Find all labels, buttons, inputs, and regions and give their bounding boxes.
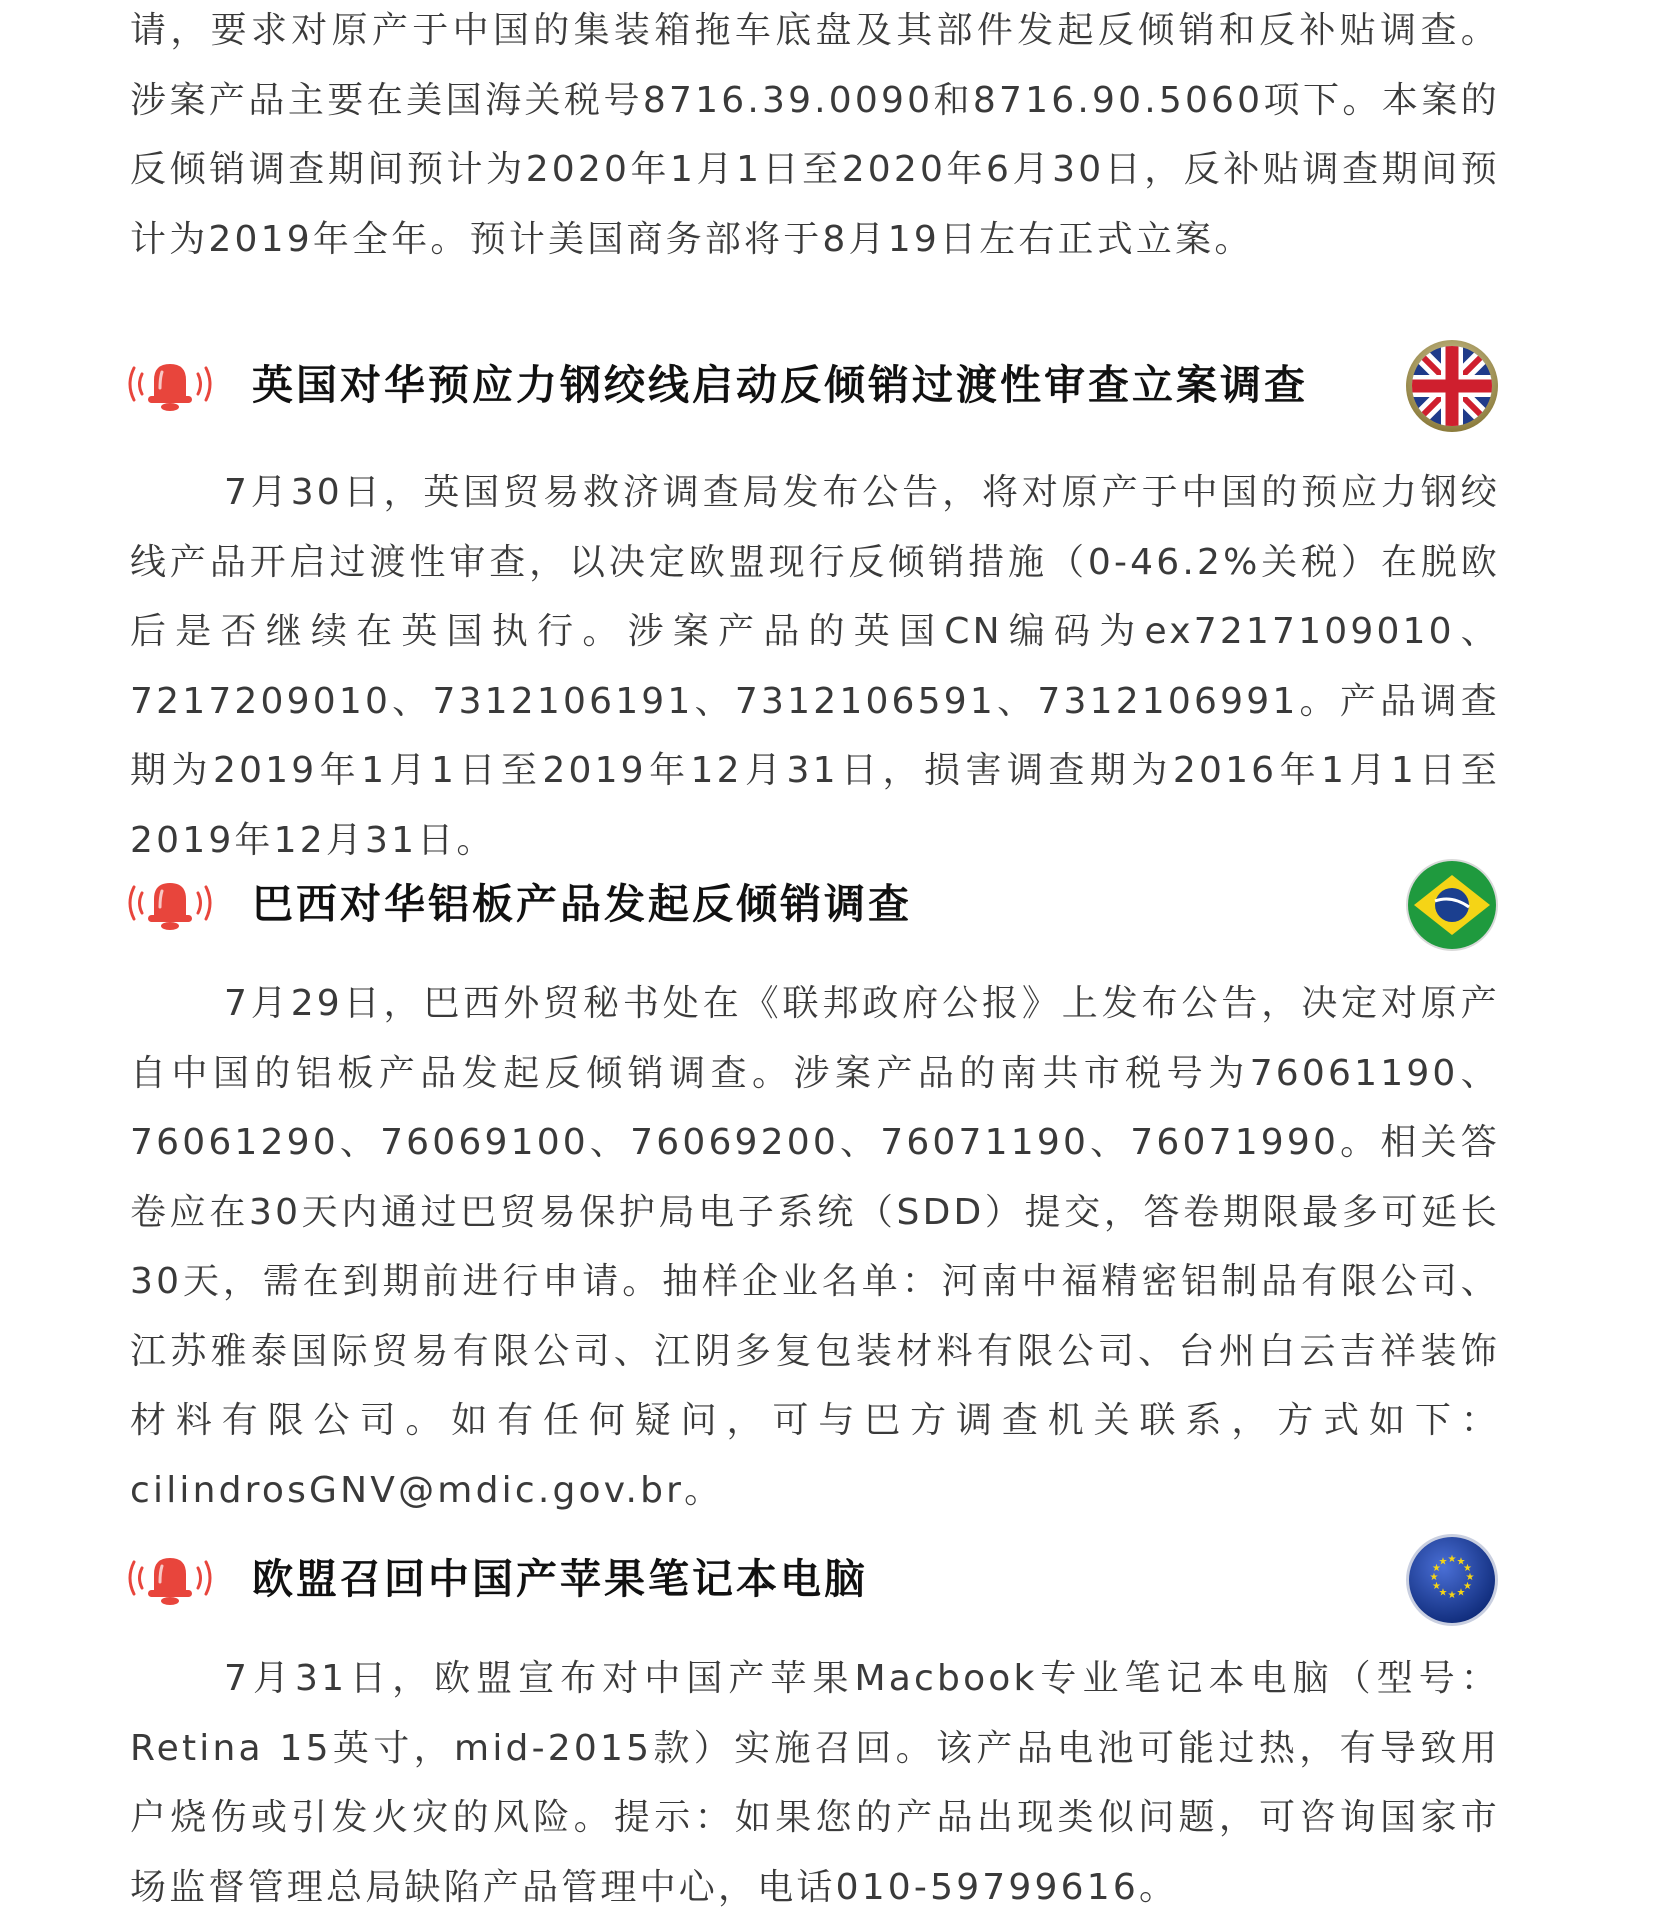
svg-text:★: ★ bbox=[1432, 1563, 1441, 1574]
svg-text:★: ★ bbox=[1429, 1572, 1439, 1583]
svg-text:★: ★ bbox=[1456, 1556, 1466, 1568]
svg-text:★: ★ bbox=[1456, 1587, 1466, 1599]
section-header-eu bbox=[120, 1532, 1500, 1632]
intro-paragraph: 请，要求对原产于中国的集装箱拖车底盘及其部件发起反倾销和反补贴调查。涉案产品主要在美国海关税号8716.39.0090和8716.90.5060项下。本案的反倾销调查期间预计为2020年1月1日至2020年6月30日，反补贴调查期间预计为2019年全年。预计美国商务部将于8月19日左右正式立案。 bbox=[130, 10, 1500, 260]
uk-flag-icon bbox=[1404, 338, 1500, 434]
svg-text:★: ★ bbox=[1447, 1590, 1457, 1601]
section-title: 英国对华预应力钢绞线启动反倾销过渡性审查立案调查 bbox=[252, 361, 1308, 409]
svg-text:★: ★ bbox=[1465, 1572, 1475, 1583]
svg-text:★: ★ bbox=[1463, 1581, 1472, 1592]
section-title: 巴西对华铝板产品发起反倾销调查 bbox=[252, 880, 912, 928]
svg-text:★: ★ bbox=[1438, 1587, 1448, 1599]
section-header-brazil bbox=[120, 857, 1500, 957]
alarm-bell-icon bbox=[120, 354, 220, 414]
alarm-bell-icon bbox=[120, 1548, 220, 1608]
alarm-bell-icon bbox=[120, 873, 220, 933]
section-body-eu: 7月31日，欧盟宣布对中国产苹果Macbook专业笔记本电脑（型号：Retina 15英寸，mid-2015款）实施召回。该产品电池可能过热，有导致用户烧伤或引发火灾的风险。提示：如果您的产品出现类似问题，可咨询国家市场监督管理总局缺陷产品管理中心，电话010-59799616。 bbox=[130, 1658, 1500, 1908]
svg-text:★: ★ bbox=[1432, 1581, 1441, 1592]
svg-text:★: ★ bbox=[1447, 1554, 1457, 1565]
section-title: 欧盟召回中国产苹果笔记本电脑 bbox=[252, 1555, 868, 1603]
svg-text:★: ★ bbox=[1438, 1556, 1448, 1568]
section-body-uk: 7月30日，英国贸易救济调查局发布公告，将对原产于中国的预应力钢绞线产品开启过渡性审查，以决定欧盟现行反倾销措施（0-46.2%关税）在脱欧后是否继续在英国执行。涉案产品的英国CN编码为ex7217109010、7217209010、7312106191、7312106591、7312106991。产品调查期为2019年1月1日至2019年12月31日，损害调查期为2016年1月1日至2019年12月31日。 bbox=[130, 472, 1500, 861]
svg-text:★: ★ bbox=[1463, 1563, 1472, 1574]
section-header-uk bbox=[120, 338, 1500, 438]
section-body-brazil: 7月29日，巴西外贸秘书处在《联邦政府公报》上发布公告，决定对原产自中国的铝板产品发起反倾销调查。涉案产品的南共市税号为76061190、76061290、76069100、76069200、76071190、76071990。相关答卷应在30天内通过巴贸易保护局电子系统（SDD）提交，答卷期限最多可延长30天，需在到期前进行申请。抽样企业名单：河南中福精密铝制品有限公司、江苏雅泰国际贸易有限公司、江阴多复包装材料有限公司、台州白云吉祥装饰材料有限公司。如有任何疑问，可与巴方调查机关联系，方式如下：cilindrosGNV@mdic.gov.br。 bbox=[130, 983, 1500, 1511]
eu-flag-icon bbox=[1404, 1532, 1500, 1628]
brazil-flag-icon bbox=[1404, 857, 1500, 953]
